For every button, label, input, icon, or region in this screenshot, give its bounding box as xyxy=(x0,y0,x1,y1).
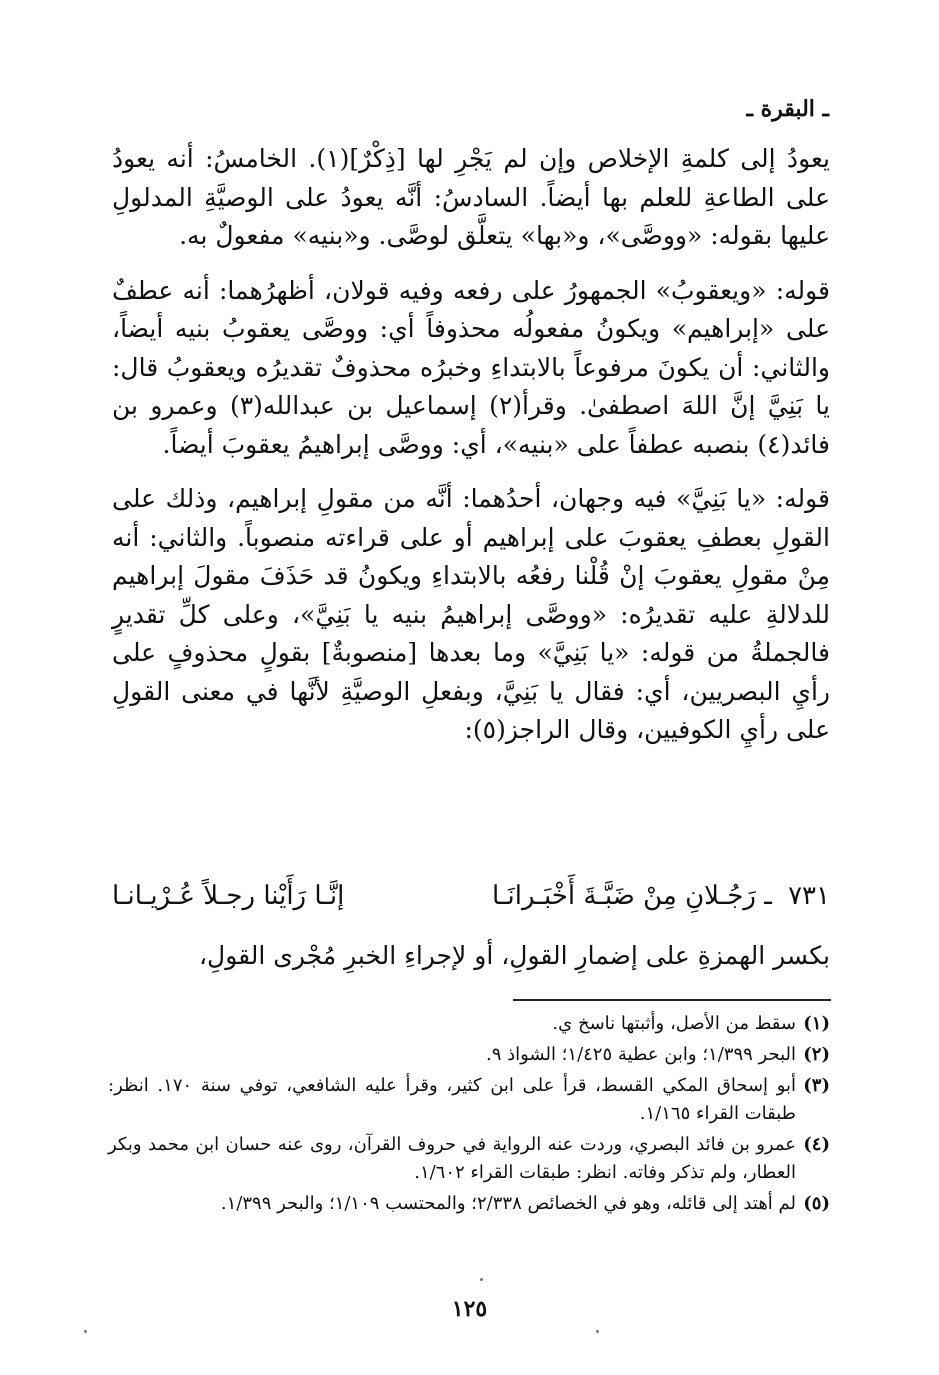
footnote-2 xyxy=(108,1041,830,1069)
footnote-number: (٤) xyxy=(803,1134,830,1155)
scan-speck xyxy=(480,1278,483,1281)
verse-second-hemistich: إنَّـا رَأَيْنا رجـلاً عُـرْيـانـا xyxy=(112,881,345,911)
footnote-separator xyxy=(513,999,831,1001)
footnote-text: عمرو بن فائد البصري، وردت عنه الرواية في حروف القرآن، روى عنه حسان ابن محمد وبكر العطار، ولم تذكر وفاته. انظر: طبقات القراء ١/٦٠٢. xyxy=(108,1134,796,1183)
footnote-text: سقط من الأصل، وأثبتها ناسخ ي. xyxy=(552,1013,796,1034)
running-header: ـ البقرة ـ xyxy=(746,96,829,122)
verse-dash: ـ xyxy=(764,881,772,911)
footnote-text: لم أهتد إلى قائله، وهو في الخصائص ٢/٣٣٨؛ والمحتسب ١/١٠٩؛ والبحر ١/٣٩٩. xyxy=(220,1193,796,1214)
paragraph-3: قوله: «يا بَنِيَّ» فيه وجهان، أحدُهما: أنَّه من مقولِ إبراهيم، وذلك على القولِ بعطفِ يعقوبَ على إبراهيم أو على قراءته منصوباً. والثاني: أنه مِنْ مقولِ يعقوبَ إنْ قُلْنا رفعُه بالابتداءِ ويكونُ قد حَذَفَ مقولَ إبراهيم للدلالةِ عليه تقديرُه: «ووصَّى إبراهيمُ بنيه يا بَنِيَّ»، وعلى كلِّ تقديرٍ فالجملةُ من قوله: «يا بَنِيَّ» وما بعدها [منصوبةٌ] بقولٍ محذوفٍ على رأيِ البصريين، أي: فقال يا بَنِيَّ، وبفعلِ الوصيَّةِ لأنَّها في معنى القولِ على رأيِ الكوفيين، وقال الراجز(٥): xyxy=(112,484,830,744)
page-number: ١٢٥ xyxy=(451,1296,488,1322)
verse-first-part xyxy=(492,876,830,916)
footnote-text: أبو إسحاق المكي القسط، قرأ على ابن كثير، وقرأ عليه الشافعي، توفي سنة ١٧٠. انظر: طبقات القراء ١/١٦٥. xyxy=(108,1075,797,1124)
main-text xyxy=(112,140,830,750)
footnote-4 xyxy=(108,1131,830,1187)
footnote-text: البحر ١/٣٩٩؛ وابن عطية ١/٤٢٥؛ الشواذ ٩. xyxy=(485,1044,796,1065)
footnote-5 xyxy=(108,1190,830,1218)
scan-speck xyxy=(596,1330,599,1333)
footnote-3 xyxy=(108,1072,830,1128)
footnote-1 xyxy=(108,1010,830,1038)
verse-first-hemistich: رَجُـلانِ مِنْ ضَبَّـةَ أَخْبَـرانَـا xyxy=(491,881,756,911)
post-verse-text: بكسر الهمزةِ على إضمارِ القولِ، أو لإجراءِ الخبرِ مُجْرى القولِ، xyxy=(198,941,830,970)
footnote-number: (٣) xyxy=(803,1075,830,1096)
footnote-number: (٢) xyxy=(803,1044,830,1065)
paragraph-1: يعودُ إلى كلمةِ الإخلاص وإن لم يَجْرِ لها [ذِكْرٌ](١). الخامسُ: أنه يعودُ على الطاعةِ للعلم بها أيضاً. السادسُ: أنَّه يعودُ على الوصيَّةِ المدلولِ عليها بقوله: «ووصَّى»، و«بها» يتعلَّق لوصَّى. و«بنيه» مفعولٌ به. xyxy=(112,144,831,250)
poetry-verse xyxy=(112,876,830,916)
footnote-number: (٥) xyxy=(803,1193,830,1214)
footnotes xyxy=(108,1010,830,1221)
footnote-number: (١) xyxy=(803,1013,830,1034)
verse-number: ٧٣١ xyxy=(788,881,830,911)
scan-speck xyxy=(84,1330,87,1333)
paragraph-2: قوله: «ويعقوبُ» الجمهورُ على رفعه وفيه قولان، أظهرُهما: أنه عطفٌ على «إبراهيم» ويكونُ مفعولُه محذوفاً أي: ووصَّى يعقوبُ بنيه أيضاً، والثاني: أن يكونَ مرفوعاً بالابتداءِ وخبرُه محذوفٌ تقديرُه ويعقوبُ قال: يا بَنِيَّ إنَّ اللهَ اصطفىٰ. وقرأ(٢) إسماعيل بن عبدالله(٣) وعمرو بن فائد(٤) بنصبه عطفاً على «بنيه»، أي: ووصَّى إبراهيمُ يعقوبَ أيضاً. xyxy=(112,275,830,459)
